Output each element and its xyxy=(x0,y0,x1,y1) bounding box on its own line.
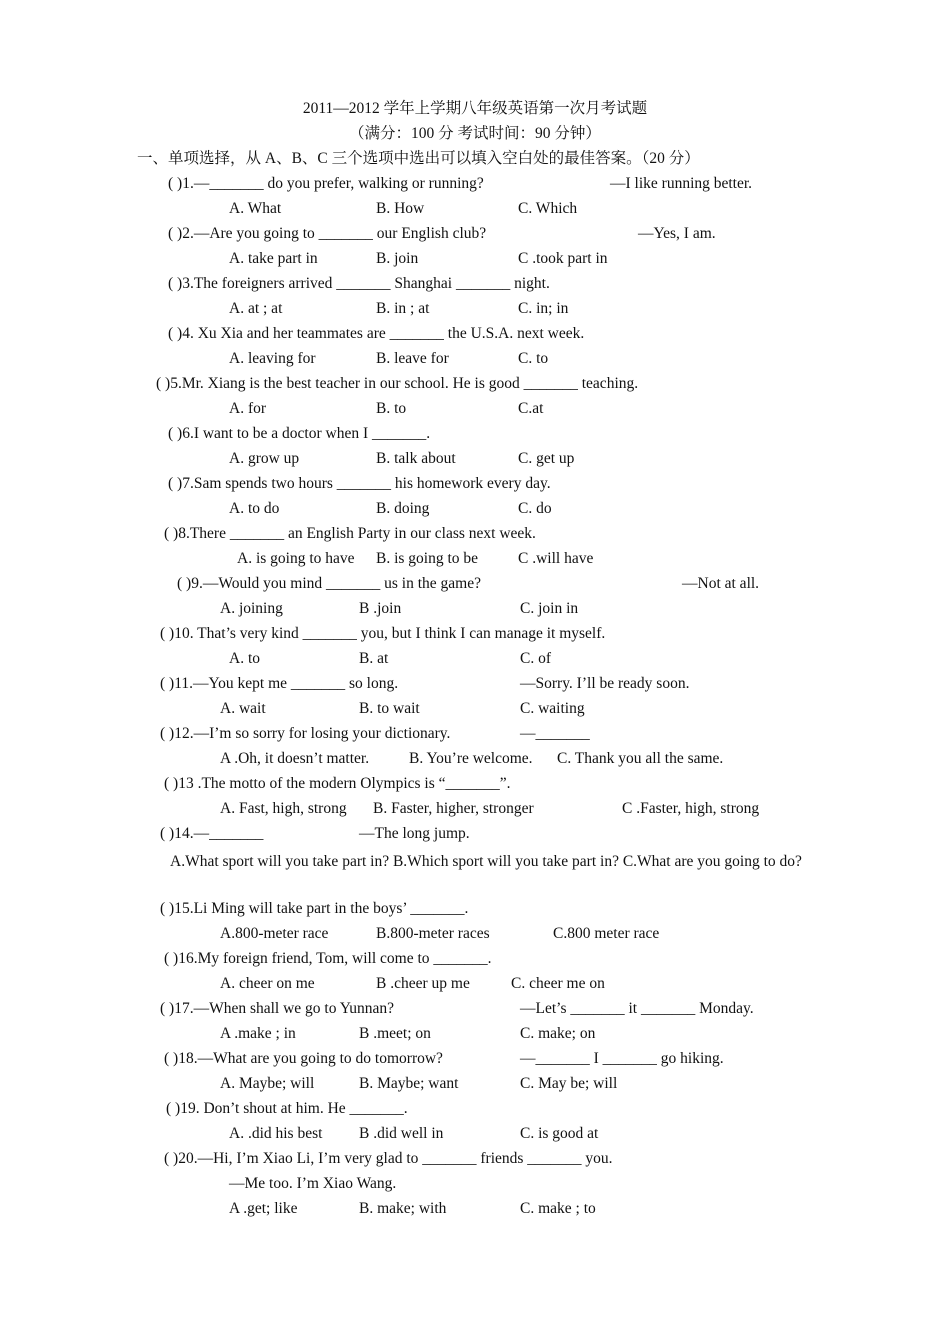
question-20-option-c: C. make ; to xyxy=(520,1200,596,1217)
question-3-stem: ( )3.The foreigners arrived _______ Shanghai _______ night. xyxy=(168,275,550,292)
question-20-response: —Me too. I’m Xiao Wang. xyxy=(229,1175,397,1192)
question-5-option-a: A. for xyxy=(229,400,267,417)
question-18-response: —_______ I _______ go hiking. xyxy=(520,1050,724,1067)
question-4-option-b: B. leave for xyxy=(376,350,449,367)
question-17-option-b: B .meet; on xyxy=(359,1025,431,1042)
question-1-stem: ( )1.—_______ do you prefer, walking or running? xyxy=(168,175,484,192)
question-6-option-b: B. talk about xyxy=(376,450,456,467)
question-17-stem: ( )17.—When shall we go to Yunnan? xyxy=(160,1000,395,1017)
question-13-option-a: A. Fast, high, strong xyxy=(220,800,347,817)
question-7-stem: ( )7.Sam spends two hours _______ his homework every day. xyxy=(168,475,551,492)
question-4-option-c: C. to xyxy=(518,350,549,367)
question-5-option-c: C.at xyxy=(518,400,544,417)
question-11-response: —Sorry. I’ll be ready soon. xyxy=(520,675,690,692)
question-12-option-b: B. You’re welcome. xyxy=(409,750,533,767)
question-17-option-c: C. make; on xyxy=(520,1025,596,1042)
question-9-response: —Not at all. xyxy=(682,575,760,592)
question-5-option-b: B. to xyxy=(376,400,407,417)
question-2-stem: ( )2.—Are you going to _______ our English club? xyxy=(168,225,487,242)
question-13-option-b: B. Faster, higher, stronger xyxy=(373,800,534,817)
question-2-option-b: B. join xyxy=(376,250,419,267)
question-4-option-a: A. leaving for xyxy=(229,350,316,367)
section-heading: 一、单项选择，从 A、B、C 三个选项中选出可以填入空白处的最佳答案。（20 分） xyxy=(137,150,700,167)
page-title: 2011—2012 学年上学期八年级英语第一次月考试题 xyxy=(302,100,648,117)
question-6-option-c: C. get up xyxy=(518,450,575,467)
question-11-option-b: B. to wait xyxy=(359,700,420,717)
question-19-option-c: C. is good at xyxy=(520,1125,599,1142)
page-subtitle: （满分：100 分 考试时间：90 分钟） xyxy=(349,125,601,142)
question-8-stem: ( )8.There _______ an English Party in our class next week. xyxy=(164,525,536,542)
question-2-option-c: C .took part in xyxy=(518,250,608,267)
question-7-option-b: B. doing xyxy=(376,500,430,517)
question-1-option-a: A. What xyxy=(229,200,282,217)
question-15-option-c: C.800 meter race xyxy=(553,925,660,942)
question-10-option-b: B. at xyxy=(359,650,389,667)
question-7-option-c: C. do xyxy=(518,500,552,517)
question-20-option-b: B. make; with xyxy=(359,1200,447,1217)
question-1-response: —I like running better. xyxy=(610,175,753,192)
question-3-option-c: C. in; in xyxy=(518,300,569,317)
question-14-options: A.What sport will you take part in? B.Which sport will you take part in? C.What are you going to do? xyxy=(170,853,802,870)
question-14-stem: ( )14.—_______ xyxy=(160,825,264,842)
question-16-option-b: B .cheer up me xyxy=(376,975,470,992)
question-15-option-a: A.800-meter race xyxy=(220,925,329,942)
question-2-option-a: A. take part in xyxy=(229,250,318,267)
question-13-option-c: C .Faster, high, strong xyxy=(622,800,760,817)
question-5-stem: ( )5.Mr. Xiang is the best teacher in our school. He is good _______ teaching. xyxy=(156,375,639,392)
question-15-option-b: B.800-meter races xyxy=(376,925,490,942)
question-13-stem: ( )13 .The motto of the modern Olympics is “_______”. xyxy=(164,775,511,792)
question-10-option-c: C. of xyxy=(520,650,551,667)
question-18-stem: ( )18.—What are you going to do tomorrow? xyxy=(164,1050,443,1067)
question-3-option-a: A. at ; at xyxy=(229,300,283,317)
question-16-stem: ( )16.My foreign friend, Tom, will come to _______. xyxy=(164,950,492,967)
question-8-option-b: B. is going to be xyxy=(376,550,479,567)
question-6-stem: ( )6.I want to be a doctor when I _______. xyxy=(168,425,431,442)
question-8-option-a: A. is going to have xyxy=(237,550,355,567)
question-10-stem: ( )10. That’s very kind _______ you, but I think I can manage it myself. xyxy=(160,625,606,642)
question-18-option-a: A. Maybe; will xyxy=(220,1075,315,1092)
question-9-option-b: B .join xyxy=(359,600,402,617)
question-16-option-c: C. cheer me on xyxy=(511,975,605,992)
question-15-stem: ( )15.Li Ming will take part in the boys’ _______. xyxy=(160,900,469,917)
question-19-option-b: B .did well in xyxy=(359,1125,444,1142)
question-9-option-c: C. join in xyxy=(520,600,579,617)
question-1-option-b: B. How xyxy=(376,200,425,217)
question-12-stem: ( )12.—I’m so sorry for losing your dictionary. xyxy=(160,725,451,742)
question-8-option-c: C .will have xyxy=(518,550,594,567)
question-11-stem: ( )11.—You kept me _______ so long. xyxy=(160,675,399,692)
question-10-option-a: A. to xyxy=(229,650,260,667)
question-18-option-c: C. May be; will xyxy=(520,1075,618,1092)
question-20-stem: ( )20.—Hi, I’m Xiao Li, I’m very glad to _______ friends _______ you. xyxy=(164,1150,613,1167)
question-1-option-c: C. Which xyxy=(518,200,578,217)
question-9-stem: ( )9.—Would you mind _______ us in the game? xyxy=(177,575,481,592)
question-19-option-a: A. .did his best xyxy=(229,1125,323,1142)
question-7-option-a: A. to do xyxy=(229,500,280,517)
question-11-option-a: A. wait xyxy=(220,700,266,717)
question-18-option-b: B. Maybe; want xyxy=(359,1075,459,1092)
question-12-response: —_______ xyxy=(520,725,590,742)
question-17-response: —Let’s _______ it _______ Monday. xyxy=(520,1000,754,1017)
question-20-option-a: A .get; like xyxy=(229,1200,298,1217)
question-9-option-a: A. joining xyxy=(220,600,283,617)
question-12-option-c: C. Thank you all the same. xyxy=(557,750,724,767)
question-17-option-a: A .make ; in xyxy=(220,1025,296,1042)
question-2-response: —Yes, I am. xyxy=(638,225,716,242)
question-11-option-c: C. waiting xyxy=(520,700,585,717)
question-3-option-b: B. in ; at xyxy=(376,300,430,317)
question-4-stem: ( )4. Xu Xia and her teammates are _______ the U.S.A. next week. xyxy=(168,325,585,342)
question-19-stem: ( )19. Don’t shout at him. He _______. xyxy=(166,1100,408,1117)
question-6-option-a: A. grow up xyxy=(229,450,300,467)
question-14-response: —The long jump. xyxy=(359,825,470,842)
question-12-option-a: A .Oh, it doesn’t matter. xyxy=(220,750,370,767)
question-16-option-a: A. cheer on me xyxy=(220,975,315,992)
